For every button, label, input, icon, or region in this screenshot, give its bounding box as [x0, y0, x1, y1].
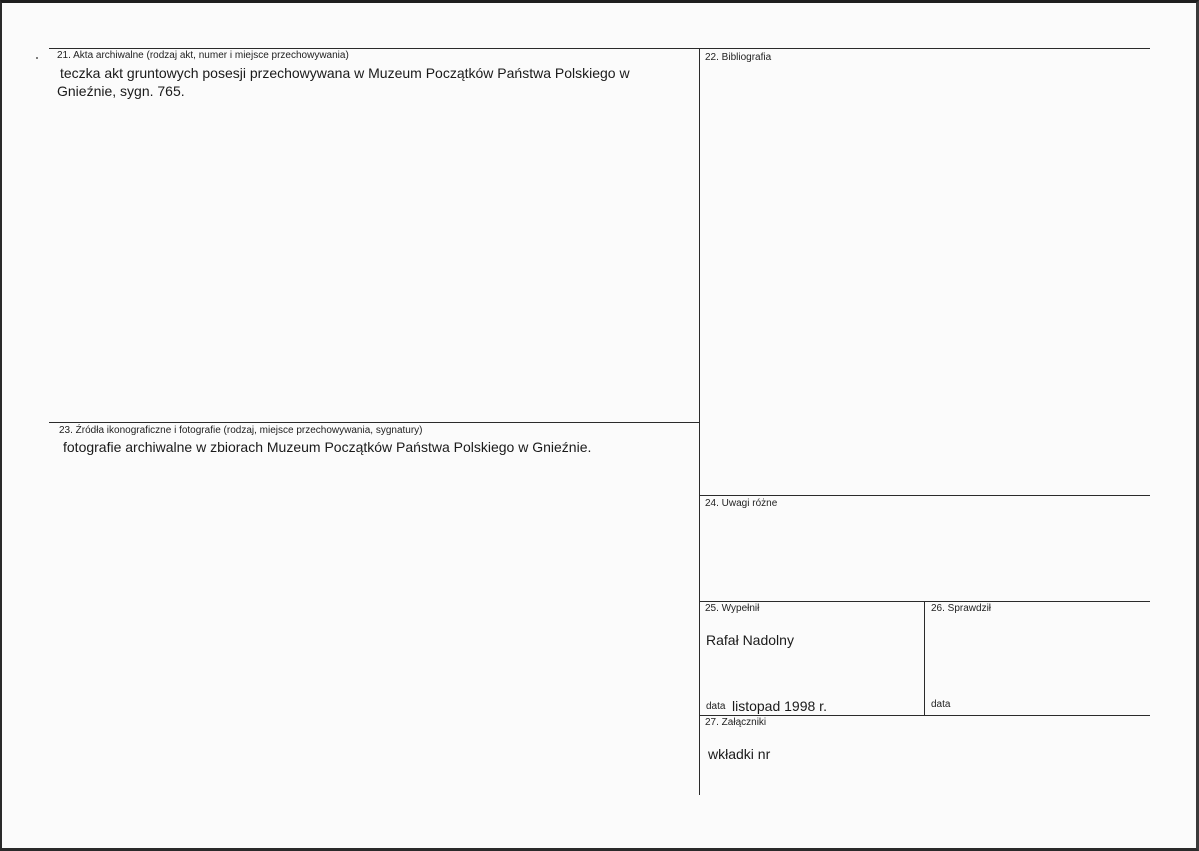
- stray-mark: [36, 57, 38, 59]
- field-27-label: 27. Załączniki: [705, 717, 767, 728]
- center-divider: [699, 48, 700, 795]
- section-25-26-divider: [924, 601, 925, 715]
- field-21-value-line2: Gnieźnie, sygn. 765.: [57, 83, 185, 99]
- field-21-value-line1: teczka akt gruntowych posesji przechowywana w Muzeum Początków Państwa Polskiego w: [60, 65, 630, 81]
- field-25-label: 25. Wypełnił: [705, 603, 760, 614]
- top-rule-right: [699, 48, 1150, 49]
- section-27-rule: [699, 715, 1150, 716]
- field-24-label: 24. Uwagi różne: [705, 498, 778, 509]
- field-23-label: 23. Źródła ikonograficzne i fotografie (rodzaj, miejsce przechowywania, sygnatury): [59, 425, 423, 436]
- field-25-date-value: listopad 1998 r.: [732, 698, 827, 714]
- section-24-rule: [699, 495, 1150, 496]
- section-23-rule: [49, 422, 699, 423]
- field-22-label: 22. Bibliografia: [705, 52, 772, 63]
- field-26-label: 26. Sprawdził: [931, 603, 992, 614]
- field-21-label: 21. Akta archiwalne (rodzaj akt, numer i miejsce przechowywania): [57, 50, 349, 61]
- top-rule-left: [49, 48, 699, 49]
- field-26-date-label: data: [931, 699, 951, 710]
- field-25-value: Rafał Nadolny: [706, 632, 794, 648]
- field-25-date-label: data: [706, 701, 726, 712]
- field-23-value: fotografie archiwalne w zbiorach Muzeum Początków Państwa Polskiego w Gnieźnie.: [63, 439, 592, 455]
- field-27-value: wkładki nr: [708, 746, 771, 762]
